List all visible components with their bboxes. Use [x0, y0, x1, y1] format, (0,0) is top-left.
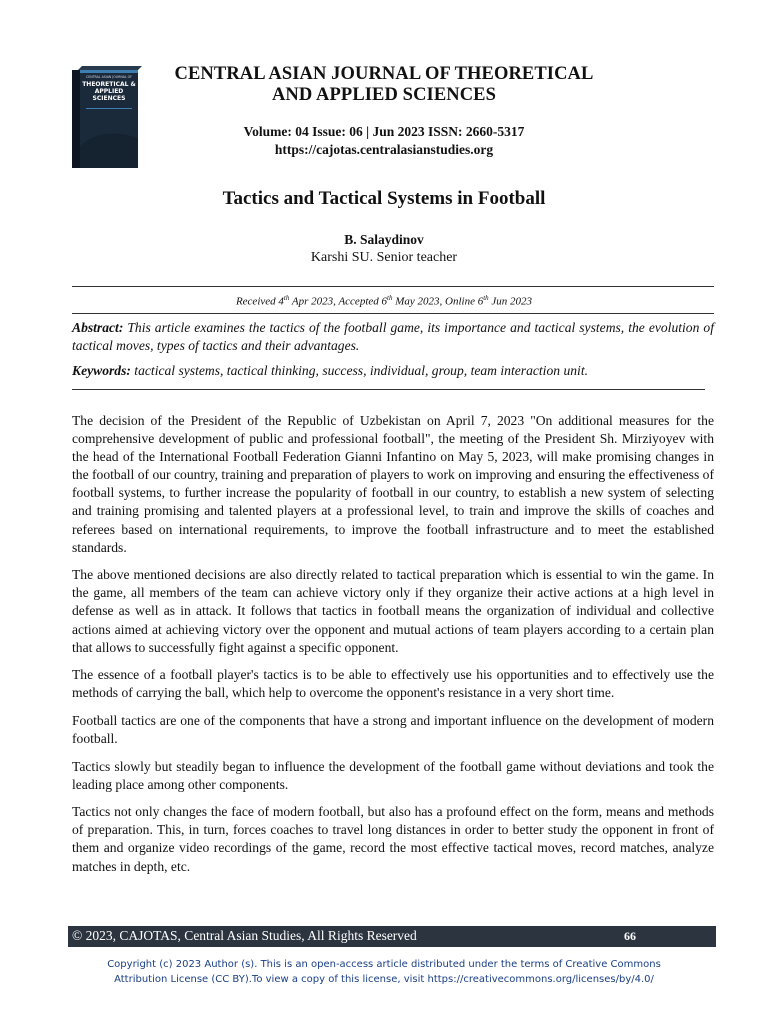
license-line-2[interactable]: Attribution License (CC BY).To view a copy of this license, visit https://creativecommons.org/licenses/by/4.0/ — [114, 974, 654, 985]
header-divider — [72, 286, 714, 287]
abstract — [72, 319, 714, 354]
journal-cover-image — [72, 66, 142, 168]
cover-title-line: APPLIED — [94, 88, 124, 95]
cover-small-title: CENTRAL ASIAN JOURNAL OF — [85, 75, 133, 79]
keywords-divider — [72, 389, 705, 390]
date-suffix: th — [283, 294, 290, 302]
journal-volume-info — [150, 123, 618, 159]
cover-title-line: SCIENCES — [92, 95, 126, 102]
body-paragraph: Football tactics are one of the components that have a strong and important influence on the development of modern football. — [72, 712, 714, 746]
keywords-text: tactical systems, tactical thinking, success, individual, group, team interaction unit. — [130, 363, 588, 378]
online-date-month: Jun 2023 — [488, 295, 533, 308]
footer-copyright: © 2023, CAJOTAS, Central Asian Studies, All Rights Reserved — [72, 928, 417, 943]
cover-title-line: THEORETICAL & — [82, 81, 136, 88]
body-paragraph: The decision of the President of the Republic of Uzbekistan on April 7, 2023 "On additional measures for the comprehensive development of public and professional football", the meeting of the President Sh. Mirziyoyev with the head of the International Football Federation Gianni Infantino on May 5, 2023, will make promising changes in the football of our country, training and preparation of players to work on improving and ensuring the effectiveness of football systems, to further increase the popularity of football in our country, to establish a new system of selecting and training promising and talented players at a professional level, to train and improve the skills of coaches and referees based on international requirements, to improve the football infrastructure and to meet the established standards. — [72, 413, 714, 555]
abstract-label: Abstract: — [72, 320, 124, 335]
publication-dates — [0, 294, 768, 308]
volume-issue-line: Volume: 04 Issue: 06 | Jun 2023 ISSN: 2660-5317 — [243, 124, 525, 139]
journal-title-line-2: AND APPLIED SCIENCES — [271, 85, 497, 105]
online-date: May 2023, Online 6 — [392, 295, 484, 308]
footer-bar — [68, 926, 716, 947]
page-number: 66 — [624, 929, 636, 943]
received-date: Received 4 — [235, 295, 284, 308]
journal-title-line-1: CENTRAL ASIAN JOURNAL OF THEORETICAL — [174, 64, 594, 84]
license-line-1: Copyright (c) 2023 Author (s). This is an open-access article distributed under the terms of Creative Commons — [107, 959, 661, 970]
license-notice — [0, 957, 768, 987]
keywords-label: Keywords: — [72, 363, 131, 378]
abstract-text: This article examines the tactics of the football game, its importance and tactical systems, the evolution of tactical moves, types of tactics and their advantages. — [72, 320, 714, 353]
keywords — [72, 362, 714, 379]
body-paragraph: Tactics slowly but steadily began to influence the development of the football game without deviations and took the leading place among other components. — [72, 758, 714, 792]
dates-divider — [72, 313, 714, 314]
accepted-date: Apr 2023, Accepted 6 — [289, 295, 388, 308]
date-suffix: th — [483, 294, 489, 302]
article-title: Tactics and Tactical Systems in Football — [222, 188, 546, 209]
author-affiliation: Karshi SU. Senior teacher — [310, 250, 458, 265]
article-body — [72, 412, 714, 885]
body-paragraph: The above mentioned decisions are also directly related to tactical preparation which is essential to win the game. In the game, all members of the team can achieve victory only if they organize their active actions at a high level in defense as well as in attack. It follows that tactics in football means the organization of individual and collective actions aimed at achieving victory over the opponent and mutual actions of team players according to a certain plan that allows to successfully fight against a specific opponent. — [72, 567, 714, 655]
journal-url[interactable]: https://cajotas.centralasianstudies.org — [274, 142, 494, 157]
date-suffix: th — [387, 294, 393, 302]
author-name: B. Salaydinov — [344, 232, 424, 247]
body-paragraph: Tactics not only changes the face of modern football, but also has a profound effect on the form, means and methods of preparation. This, in turn, forces coaches to travel long distances in order to better study the opponent in front of them and organize video recordings of the game, record the most effective tactical moves, record matches, analyze matches in depth, etc. — [72, 804, 714, 874]
journal-title — [150, 64, 618, 106]
body-paragraph: The essence of a football player's tactics is to be able to effectively use his opportunities and to effectively use the methods of carrying the ball, which help to overcome the opponent's resistance in a very short time. — [72, 667, 714, 701]
